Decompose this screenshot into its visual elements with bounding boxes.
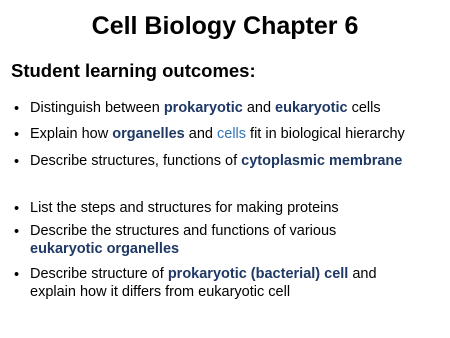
section-heading: Student learning outcomes: bbox=[11, 60, 256, 81]
list-item bbox=[14, 200, 444, 218]
list-item bbox=[14, 100, 444, 118]
list-item bbox=[14, 266, 444, 301]
outcome-text: Distinguish between prokaryotic and eukaryotic cells bbox=[30, 100, 381, 116]
list-item bbox=[14, 126, 444, 144]
list-item bbox=[14, 153, 444, 171]
bullet-icon: • bbox=[14, 201, 20, 217]
outcome-text: Describe the structures and functions of various eukaryotic organelles bbox=[30, 223, 337, 257]
bullet-icon: • bbox=[14, 267, 20, 283]
outcome-text: Explain how organelles and cells fit in biological hierarchy bbox=[30, 126, 405, 142]
bullet-icon: • bbox=[14, 101, 20, 117]
outcome-text: Describe structure of prokaryotic (bacterial) cell and explain how it differs from eukaryotic cell bbox=[30, 266, 377, 300]
bullet-icon: • bbox=[14, 224, 20, 240]
slide-title: Cell Biology Chapter 6 bbox=[91, 12, 359, 40]
list-item bbox=[14, 223, 444, 258]
bullet-icon: • bbox=[14, 154, 20, 170]
outcome-text: List the steps and structures for making proteins bbox=[30, 200, 339, 216]
bullet-icon: • bbox=[14, 127, 20, 143]
outcome-text: Describe structures, functions of cytoplasmic membrane bbox=[30, 153, 403, 169]
